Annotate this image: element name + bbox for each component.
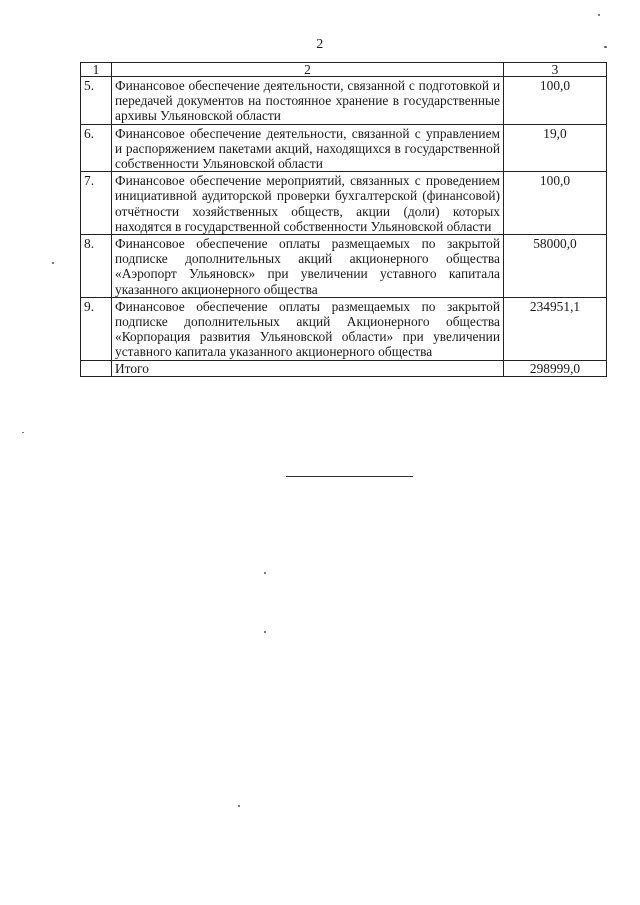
scan-speck [604, 46, 607, 48]
row-amount: 234951,1 [504, 297, 607, 360]
row-description: Финансовое обеспечение оплаты размещаемых по закрытой подписке дополнительных акций Акционерного общества «Корпорация развития Ульяновской области» при увеличении уставного капитала указанного акционерного общества [112, 297, 504, 360]
row-number: 6. [81, 124, 112, 172]
scan-speck [52, 262, 54, 264]
row-number: 5. [81, 77, 112, 125]
row-description: Финансовое обеспечение деятельности, связанной с подготовкой и передачей документов на постоянное хранение в государственные архивы Ульяновской области [112, 77, 504, 125]
column-header-amount: 3 [504, 63, 607, 77]
scan-speck [264, 631, 266, 633]
page-number: 2 [316, 37, 324, 52]
scan-speck [598, 14, 600, 16]
row-amount: 100,0 [504, 77, 607, 125]
row-description: Финансовое обеспечение оплаты размещаемых по закрытой подписке дополнительных акций акционерного общества «Аэропорт Ульяновск» при увеличении уставного капитала указанного акционерного общества [112, 235, 504, 298]
row-amount: 100,0 [504, 172, 607, 235]
row-amount: 58000,0 [504, 235, 607, 298]
scan-speck [238, 805, 240, 807]
column-header-description: 2 [112, 63, 504, 77]
row-description: Финансовое обеспечение мероприятий, связанных с проведением инициативной аудиторской проверки бухгалтерской (финансовой) отчётности хозяйственных обществ, акции (доли) которых находятся в государственной собственности Ульяновской области [112, 172, 504, 235]
total-number-cell [81, 360, 112, 376]
total-amount: 298999,0 [504, 360, 607, 376]
row-number: 9. [81, 297, 112, 360]
table-row [81, 297, 607, 360]
row-amount: 19,0 [504, 124, 607, 172]
total-label: Итого [112, 360, 504, 376]
scan-speck [264, 572, 266, 574]
table-header-row [81, 63, 607, 77]
table-row [81, 235, 607, 298]
column-header-number: 1 [81, 63, 112, 77]
table-row [81, 124, 607, 172]
row-description: Финансовое обеспечение деятельности, связанной с управлением и распоряжением пакетами акций, находящихся в государственной собственности Ульяновской области [112, 124, 504, 172]
budget-table [80, 62, 607, 377]
scan-speck [22, 432, 24, 433]
table-row [81, 77, 607, 125]
closing-separator-line [286, 476, 413, 477]
row-number: 8. [81, 235, 112, 298]
table-row [81, 172, 607, 235]
row-number: 7. [81, 172, 112, 235]
total-row [81, 360, 607, 376]
